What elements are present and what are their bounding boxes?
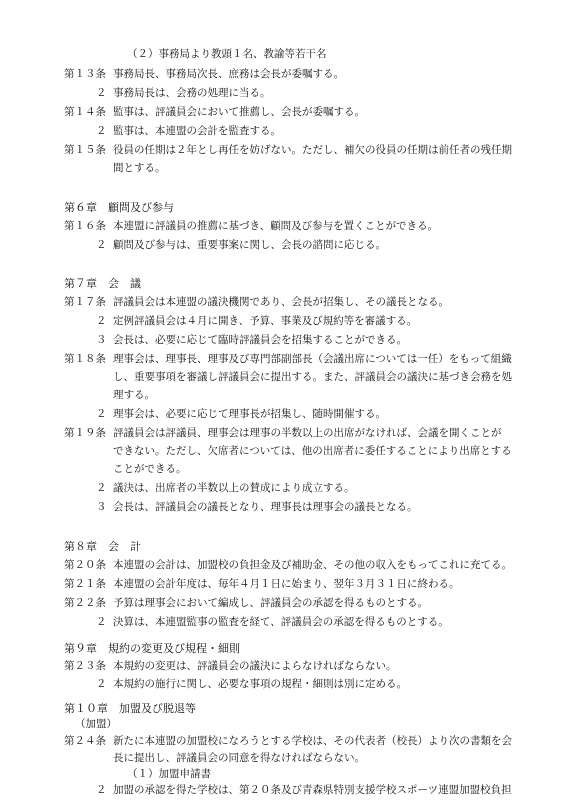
clause-number: ２: [96, 616, 107, 628]
line-text: 間とする。: [113, 162, 166, 174]
article-text: 評議員会は評議員、理事会は理事の半数以上の出席がなければ、会議を開くことが: [113, 427, 502, 439]
clause-text: 事務局長は、会務の処理に当る。: [113, 87, 271, 99]
chapter-heading: 第８章 会 計: [64, 540, 141, 553]
line: [0, 461, 565, 478]
article-text: 本規約の変更は、評議員会の議決によらなければならない。: [113, 660, 397, 672]
line: [0, 750, 565, 767]
line-text: し、重要事項を審議し評議員会に提出する。また、評議員会の議決に基づき会務を処: [113, 371, 512, 383]
article-number: 第１９条: [64, 427, 106, 439]
article-14: [0, 104, 565, 121]
clause-text: 会長は、必要に応じて臨時評議員会を招集することができる。: [113, 334, 407, 346]
clause: [0, 406, 565, 423]
article-number: 第１４条: [64, 106, 106, 118]
article-text: 理事会は、理事長、理事及び専門部副部長（会議出席については一任）をもって組織: [113, 353, 512, 365]
article-number: 第１５条: [64, 144, 106, 156]
section-label: [0, 716, 565, 733]
line: [0, 443, 565, 460]
chapter-heading: 第６章 顧問及び参与: [64, 201, 174, 214]
chapter-10-heading: [0, 700, 565, 717]
article-text: 監事は、評議員会において推薦し、会長が委嘱する。: [113, 106, 365, 118]
article-17: [0, 294, 565, 311]
section-label-text: （加盟）: [75, 718, 117, 730]
clause-text: 定例評議員会は４月に開き、予算、事業及び規約等を審議する。: [113, 315, 418, 327]
clause-text: 本規約の施行に関し、必要な事項の規程・細則は別に定める。: [113, 678, 407, 690]
clause: [0, 332, 565, 349]
chapter-7-heading: [0, 275, 565, 292]
article-number: 第２０条: [64, 559, 106, 571]
line-text: 長に提出し、評議員会の同意を得なければならない。: [113, 752, 365, 764]
chapter-heading: 第１０章 加盟及び脱退等: [64, 702, 196, 715]
clause: [0, 480, 565, 497]
clause: [0, 237, 565, 254]
clause-text: 顧問及び参与は、重要事案に関し、会長の諮問に応じる。: [113, 239, 386, 251]
chapter-heading: 第９章 規約の変更及び規程・細則: [64, 642, 240, 655]
article-number: 第１７条: [64, 296, 106, 308]
article-23: [0, 658, 565, 675]
clause-text: 決算は、本連盟監事の監査を経て、評議員会の承認を得るものとする。: [113, 616, 449, 628]
clause-number: ２: [96, 784, 107, 796]
clause-number: ２: [96, 239, 107, 251]
article-22: [0, 595, 565, 612]
clause-text: 議決は、出席者の半数以上の賛成により成立する。: [113, 482, 355, 494]
article-text: 評議員会は本連盟の議決機関であり、会長が招集し、その議長となる。: [113, 296, 449, 308]
line: [0, 369, 565, 386]
line-text: 理する。: [113, 389, 155, 401]
line-text: できない。ただし、欠席者については、他の出席者に委任することにより出席とする: [113, 445, 512, 457]
clause-number: ３: [96, 501, 107, 513]
line: [0, 387, 565, 404]
clause-number: ２: [96, 678, 107, 690]
chapter-8-heading: [0, 538, 565, 555]
line: [0, 766, 565, 783]
clause-number: ３: [96, 334, 107, 346]
article-15: [0, 142, 565, 159]
clause: [0, 85, 565, 102]
article-24: [0, 733, 565, 750]
article-13: [0, 66, 565, 83]
article-text: 本連盟の会計年度は、毎年４月１日に始まり、翌年３月３１日に終わる。: [113, 578, 460, 590]
line: [0, 160, 565, 177]
article-number: 第２１条: [64, 578, 106, 590]
clause-text: 理事会は、必要に応じて理事長が招集し、随時開催する。: [113, 408, 386, 420]
line: [0, 46, 565, 63]
clause: [0, 782, 565, 799]
clause: [0, 676, 565, 693]
article-number: 第２３条: [64, 660, 106, 672]
article-number: 第１６条: [64, 220, 106, 232]
article-number: 第２２条: [64, 597, 106, 609]
article-19: [0, 425, 565, 442]
clause: [0, 614, 565, 631]
clause-number: ２: [96, 315, 107, 327]
line-text: （１）加盟申請書: [127, 768, 211, 780]
chapter-heading: 第７章 会 議: [64, 277, 141, 290]
line-text: ことができる。: [113, 463, 187, 475]
clause: [0, 313, 565, 330]
line-text: （２）事務局より教頭１名、教諭等若干名: [127, 48, 327, 60]
article-text: 役員の任期は２年とし再任を妨げない。ただし、補欠の役員の任期は前任者の残任期: [113, 144, 512, 156]
clause-text: 会長は、評議員会の議長となり、理事長は理事会の議長となる。: [113, 501, 418, 513]
chapter-6-heading: [0, 199, 565, 216]
article-18: [0, 351, 565, 368]
article-20: [0, 557, 565, 574]
article-number: 第１３条: [64, 68, 106, 80]
clause-number: ２: [96, 482, 107, 494]
clause: [0, 123, 565, 140]
clause-number: ２: [96, 125, 107, 137]
article-text: 本連盟に評議員の推薦に基づき、顧問及び参与を置くことができる。: [113, 220, 439, 232]
article-21: [0, 576, 565, 593]
article-text: 新たに本連盟の加盟校になろうとする学校は、その代表者（校長）より次の書類を会: [113, 735, 512, 747]
article-number: 第１８条: [64, 353, 106, 365]
article-text: 予算は理事会において編成し、評議員会の承認を得るものとする。: [113, 597, 428, 609]
chapter-9-heading: [0, 640, 565, 657]
clause-number: ２: [96, 87, 107, 99]
article-text: 事務局長、事務局次長、庶務は会長が委嘱する。: [113, 68, 344, 80]
article-number: 第２４条: [64, 735, 106, 747]
clause: [0, 499, 565, 516]
clause-number: ２: [96, 408, 107, 420]
article-text: 本連盟の会計は、加盟校の負担金及び補助金、その他の収入をもってこれに充てる。: [113, 559, 512, 571]
clause-text: 加盟の承認を得た学校は、第２０条及び青森県特別支援学校スポーツ連盟加盟校負担: [113, 784, 512, 796]
article-16: [0, 218, 565, 235]
clause-text: 監事は、本連盟の会計を監査する。: [113, 125, 281, 137]
